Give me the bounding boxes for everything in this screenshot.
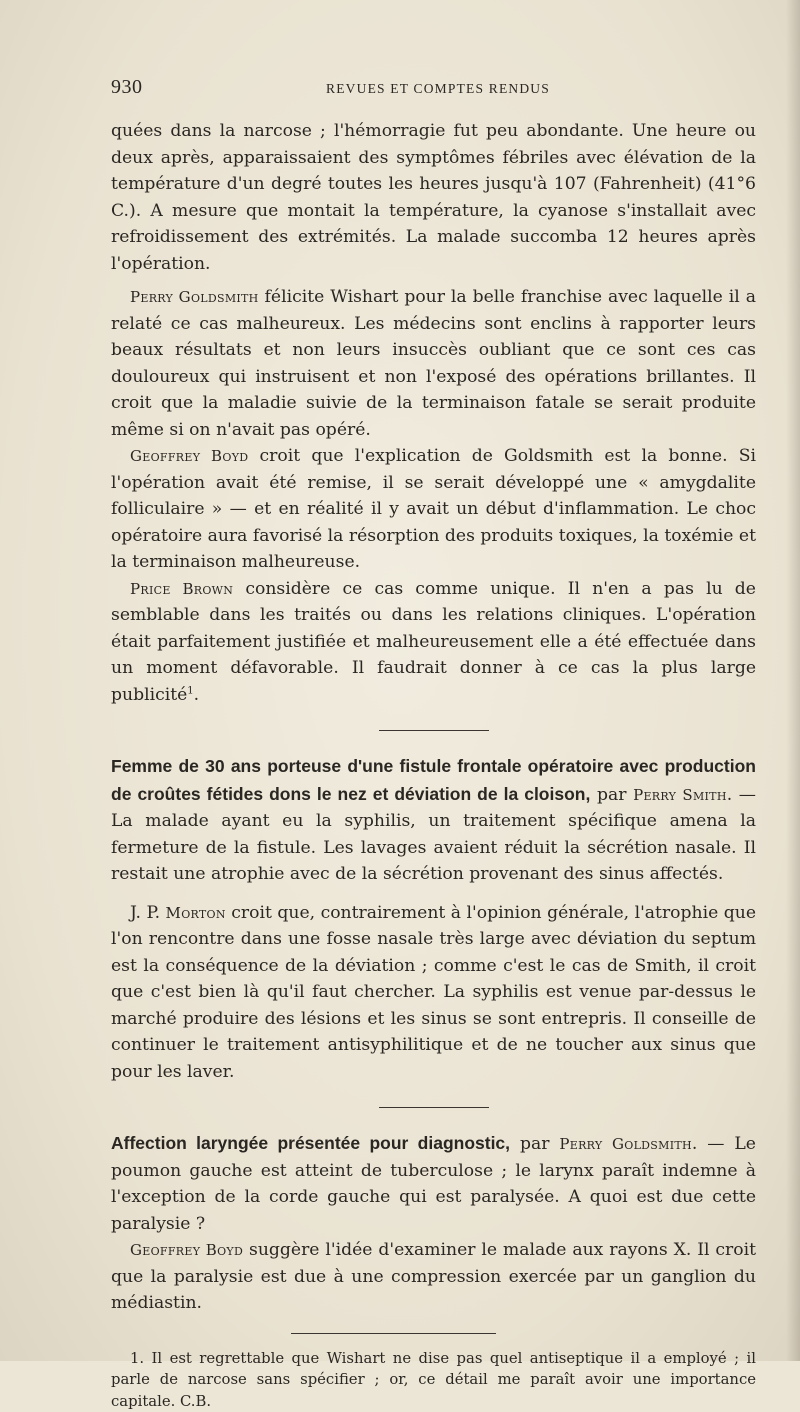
speaker-name: Perry Goldsmith — [130, 288, 259, 306]
paragraph-text: félicite Wishart pour la belle franchise avec laquelle il a relaté ce cas malheureux. Les médecins sont enclins à rapporter leurs beaux résultats et non leurs insuccès oubliant que ce sont ces cas douloureux qui instruisent et non l'exposé des opérations brillantes. Il croit que la maladie suivie de la terminaison fatale se serait produite même si on n'avait pas opéré. — [111, 287, 756, 440]
speaker-name: Morton — [166, 904, 226, 922]
page-number: 930 — [111, 76, 143, 99]
section-2-intro — [111, 1130, 756, 1237]
section-1-discussion — [111, 900, 756, 1086]
section-text: . — La malade ayant eu la syphilis, un traitement spécifique amena la fermeture de la fistule. Les lavages avaient réduit la sécrétion nasale. Il restait une atrophie avec de la sécrétion provenant des sinus affectés. — [111, 785, 756, 885]
author-name: Perry Goldsmith — [559, 1135, 692, 1153]
paragraph-1: quées dans la narcose ; l'hémorragie fut peu abondante. Une heure ou deux après, apparaissaient des symptômes fébriles avec élévation de la température d'un degré toutes les heures jusqu'à 107 (Fahrenheit) (41°6 C.). A mesure que montait la température, la cyanose s'installait avec refroidissement des extrémités. La malade succomba 12 heures après l'opération. — [111, 118, 756, 277]
page-header — [0, 76, 800, 102]
paragraph-end: . — [194, 685, 199, 705]
section-divider — [379, 730, 489, 731]
author-name: Perry Smith — [633, 786, 727, 804]
section-divider — [379, 1107, 489, 1108]
by-word: par — [590, 785, 633, 805]
body-text — [111, 118, 756, 1412]
footnote — [111, 1348, 756, 1412]
speaker-name: Geoffrey Boyd — [130, 1241, 243, 1259]
paragraph-3 — [111, 443, 756, 576]
by-word: par — [510, 1134, 559, 1154]
paragraph-text: considère ce cas comme unique. Il n'en a pas lu de semblable dans les traités ou dans les relations cliniques. L'opération était parfaitement justifiée et malheureusement elle a été effectuée dans un moment défavorable. Il faudrait donner à ce cas la plus large publicité — [111, 579, 756, 705]
section-text: . — Le poumon gauche est atteint de tuberculose ; le larynx paraît indemne à l'exception de la corde gauche qui est paralysée. A quoi est due cette paralysie ? — [111, 1134, 756, 1234]
footnote-marker: 1 — [187, 685, 193, 696]
paragraph-4 — [111, 576, 756, 709]
section-1-intro — [111, 753, 756, 888]
section-heading: Affection laryngée présentée pour diagnostic, — [111, 1133, 510, 1153]
running-title: REVUES ET COMPTES RENDUS — [300, 81, 576, 97]
footnote-text: 1. Il est regrettable que Wishart ne dise pas quel antiseptique il a employé ; il parle de narcose sans spécifier ; or, ce détail me paraît avoir une importance capitale. C.B. — [111, 1348, 756, 1412]
section-heading: Femme de 30 ans porteuse d'une fistule frontale opératoire avec production de croûtes fétides dons le nez et déviation de la cloison, — [111, 756, 756, 804]
paragraph-2 — [111, 284, 756, 443]
paragraph-text: suggère l'idée d'examiner le malade aux rayons X. Il croit que la paralysie est due à une compression exercée par un ganglion du médiastin. — [111, 1240, 756, 1313]
paragraph-text: croit que l'explication de Goldsmith est la bonne. Si l'opération avait été remise, il se serait développé une « amygdalite folliculaire » — et en réalité il y avait un début d'inflammation. Le choc opératoire aura favorisé la résorption des produits toxiques, la toxémie et la terminaison malheureuse. — [111, 446, 756, 572]
footnote-rule — [291, 1333, 496, 1334]
initials: J. P. — [130, 903, 166, 923]
page-edge-shadow — [786, 0, 800, 1361]
speaker-name: Geoffrey Boyd — [130, 447, 248, 465]
speaker-name: Price Brown — [130, 580, 233, 598]
paragraph-text: croit que, contrairement à l'opinion générale, l'atrophie que l'on rencontre dans une fosse nasale très large avec déviation du septum est la conséquence de la déviation ; comme c'est le cas de Smith, il croit que c'est bien là qu'il faut chercher. La syphilis est venue par-dessus le marché produire des lésions et les sinus se sont entrepris. Il conseille de continuer le traitement antisyphilitique et de ne toucher aux sinus que pour les laver. — [111, 903, 756, 1082]
section-2-discussion — [111, 1237, 756, 1317]
